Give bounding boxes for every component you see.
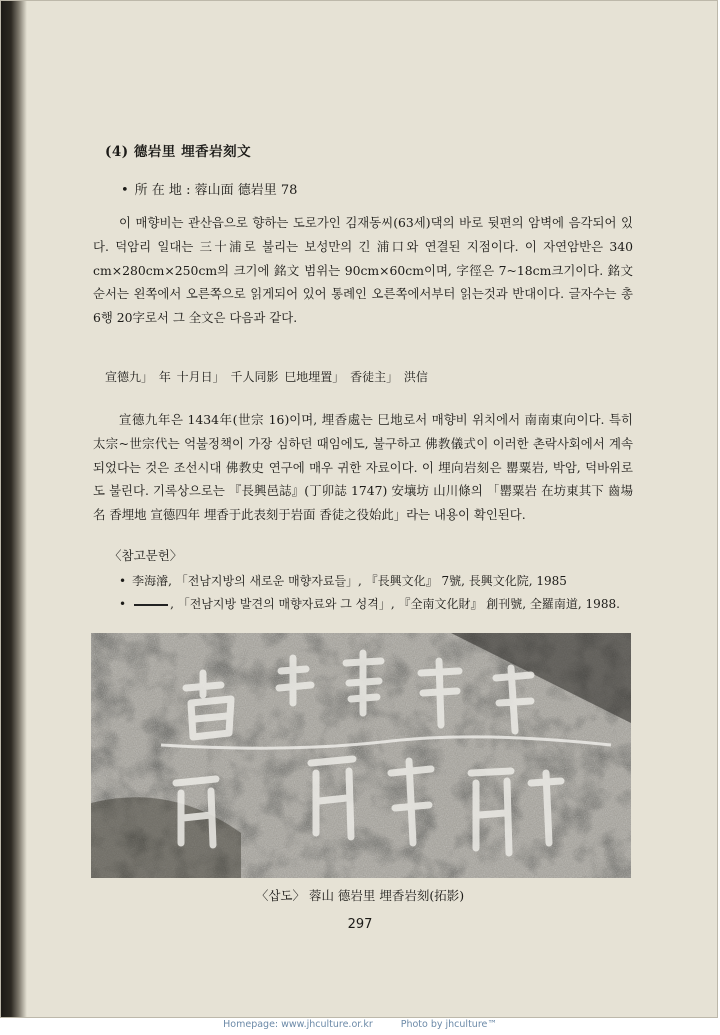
paragraph-2-text: 宣德九年은 1434年(世宗 16)이며, 埋香處는 巳地로서 매향비 위치에서 南南東向이다. 특히 太宗~世宗代는 억불정책이 가장 심하던 때임에도, 불구하고 佛教儀式이 이러한 촌락사회에서 계속 되었다는 것은 조선시대 佛教史 연구에 매우 귀한 자료이다. 이 埋向岩刻은 罌粟岩, 박암, 덕바위로도 불린다. 기록상으로는 『長興邑誌』(丁卯誌 1747) 安壤坊 山川條의 「罌粟岩 在坊東其下 齒場名 香埋地 宣德四年 埋香于此表刻于岩面 香徒之役始此」라는 내용이 확인된다. (93, 412, 633, 523)
section-heading: (4) 德岩里 埋香岩刻文 (105, 144, 252, 160)
watermark-homepage: Homepage: www.jhculture.or.kr (223, 1019, 373, 1030)
reference-item (119, 572, 567, 589)
inscription-text: 宣德九」 年 十月日」 千人同影 巳地埋置」 香徒主」 洪信 (105, 370, 428, 384)
location-text: 所 在 地 : 蓉山面 德岩里 78 (134, 183, 298, 198)
watermark-photo: Photo by jhculture™ (400, 1019, 497, 1030)
location-line (121, 179, 297, 198)
reference-text: , 「전남지방 발견의 매향자료와 그 성격」, 『全南文化財』 創刊號, 全羅南道, 1988. (170, 597, 620, 611)
binding-shadow (1, 1, 27, 1017)
ditto-line (134, 604, 168, 606)
reference-text: 李海濬, 「전남지방의 새로운 매향자료들」, 『長興文化』 7號, 長興文化院, 1985 (132, 574, 567, 588)
figure-caption: 〈삽도〉 蓉山 德岩里 埋香岩刻(拓影) (255, 888, 465, 903)
reference-bullet: • (119, 597, 127, 611)
paragraph-1-text: 이 매향비는 관산읍으로 향하는 도로가인 김재동씨(63세)댁의 바로 뒷편의 암벽에 음각되어 있다. 덕암리 일대는 三十浦로 불리는 보성만의 긴 浦口와 연결된 지점이다. 이 자연암반은 340 cm×280cm×250cm의 크기에 銘文 범위는 90cm×60cm이며, 字徑은 7~18cm크기이다. 銘文순서는 왼쪽에서 오른쪽으로 읽게되어 있어 통례인 오른쪽에서부터 읽는것과 반대이다. 글자수는 총 6행 20字로서 그 全文은 다음과 같다. (93, 215, 633, 326)
reference-item (119, 595, 620, 612)
watermark (0, 1019, 720, 1030)
reference-bullet: • (119, 574, 127, 588)
paragraph-2 (93, 408, 633, 527)
references-title: 〈참고문헌〉 (109, 548, 183, 563)
rubbing-photo (91, 633, 631, 878)
rubbing-image (91, 633, 631, 878)
page-number: 297 (347, 917, 373, 932)
location-bullet: • (121, 183, 129, 198)
paragraph-1 (93, 211, 633, 330)
